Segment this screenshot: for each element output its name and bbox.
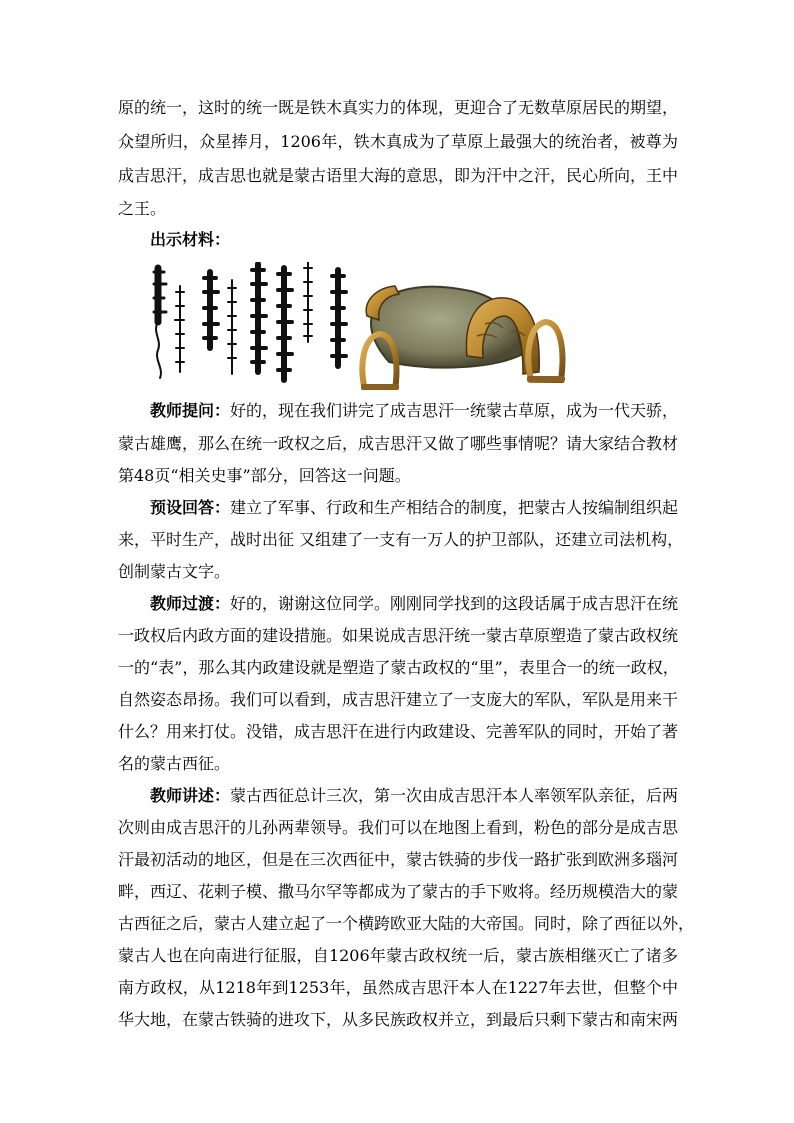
mongolian-saddle-image <box>355 276 570 390</box>
paragraph-line: 次则由成吉思汗的儿孙两辈领导。我们可以在地图上看到，粉色的部分是成吉思 <box>118 818 679 837</box>
material-label: 出示材料： <box>150 230 231 249</box>
figure <box>150 262 570 390</box>
paragraph-line: 古西征之后，蒙古人建立起了一个横跨欧亚大陆的大帝国。同时，除了西征以外， <box>118 914 695 933</box>
paragraph-line: 创制蒙古文字。 <box>118 562 231 581</box>
teacher-narration-label: 教师讲述： <box>150 786 231 805</box>
paragraph-line: 来，平时生产，战时出征 又组建了一支有一万人的护卫部队，还建立司法机构， <box>118 530 684 549</box>
paragraph-line: 之王。 <box>118 199 167 218</box>
paragraph-line: 蒙古雄鹰，那么在统一政权之后，成吉思汗又做了哪些事情呢？请大家结合教材 <box>118 434 679 453</box>
preset-answer-label: 预设回答： <box>150 498 231 517</box>
teacher-transition-line: 教师过渡：好的，谢谢这位同学。刚刚同学找到的这段话属于成吉思汗在统 <box>150 594 679 613</box>
paragraph-line: 一的“表”，那么其内政建设就是塑造了蒙古政权的“里”，表里合一的统一政权， <box>118 658 679 677</box>
mongolian-script-image <box>150 262 360 390</box>
paragraph-line: 第48页“相关史事”部分，回答这一问题。 <box>118 466 411 485</box>
preset-answer-line: 预设回答：建立了军事、行政和生产相结合的制度，把蒙古人按编制组织起 <box>150 498 679 517</box>
teacher-narration-line: 教师讲述：蒙古西征总计三次，第一次由成吉思汗本人率领军队亲征，后两 <box>150 786 679 805</box>
teacher-question-label: 教师提问： <box>150 401 231 420</box>
paragraph-line: 众望所归，众星捧月，1206年，铁木真成为了草原上最强大的统治者，被尊为 <box>118 132 678 151</box>
teacher-question-line: 教师提问：好的，现在我们讲完了成吉思汗一统蒙古草原，成为一代天骄， <box>150 401 679 420</box>
paragraph-line: 什么？用来打仗。没错，成吉思汗在进行内政建设、完善军队的同时，开始了著 <box>118 722 679 741</box>
paragraph-line: 原的统一，这时的统一既是铁木真实力的体现，更迎合了无数草原居民的期望， <box>118 98 679 117</box>
paragraph-line: 成吉思汗，成吉思也就是蒙古语里大海的意思，即为汗中之汗，民心所向，王中 <box>118 166 679 185</box>
teacher-transition-label: 教师过渡： <box>150 594 231 613</box>
paragraph-line: 名的蒙古西征。 <box>118 754 231 773</box>
paragraph-line: 汗最初活动的地区，但是在三次西征中，蒙古铁骑的步伐一路扩张到欧洲多瑙河 <box>118 850 679 869</box>
paragraph-line: 南方政权，从1218年到1253年，虽然成吉思汗本人在1227年去世，但整个中 <box>118 978 678 997</box>
paragraph-line: 自然姿态昂扬。我们可以看到，成吉思汗建立了一支庞大的军队，军队是用来干 <box>118 690 679 709</box>
paragraph-line: 畔，西辽、花剌子模、撒马尔罕等都成为了蒙古的手下败将。经历规模浩大的蒙 <box>118 882 679 901</box>
paragraph-line: 蒙古人也在向南进行征服，自1206年蒙古政权统一后，蒙古族相继灭亡了诸多 <box>118 946 678 965</box>
paragraph-line: 一政权后内政方面的建设措施。如果说成吉思汗统一蒙古草原塑造了蒙古政权统 <box>118 626 679 645</box>
paragraph-line: 华大地，在蒙古铁骑的进攻下，从多民族政权并立，到最后只剩下蒙古和南宋两 <box>118 1010 679 1029</box>
